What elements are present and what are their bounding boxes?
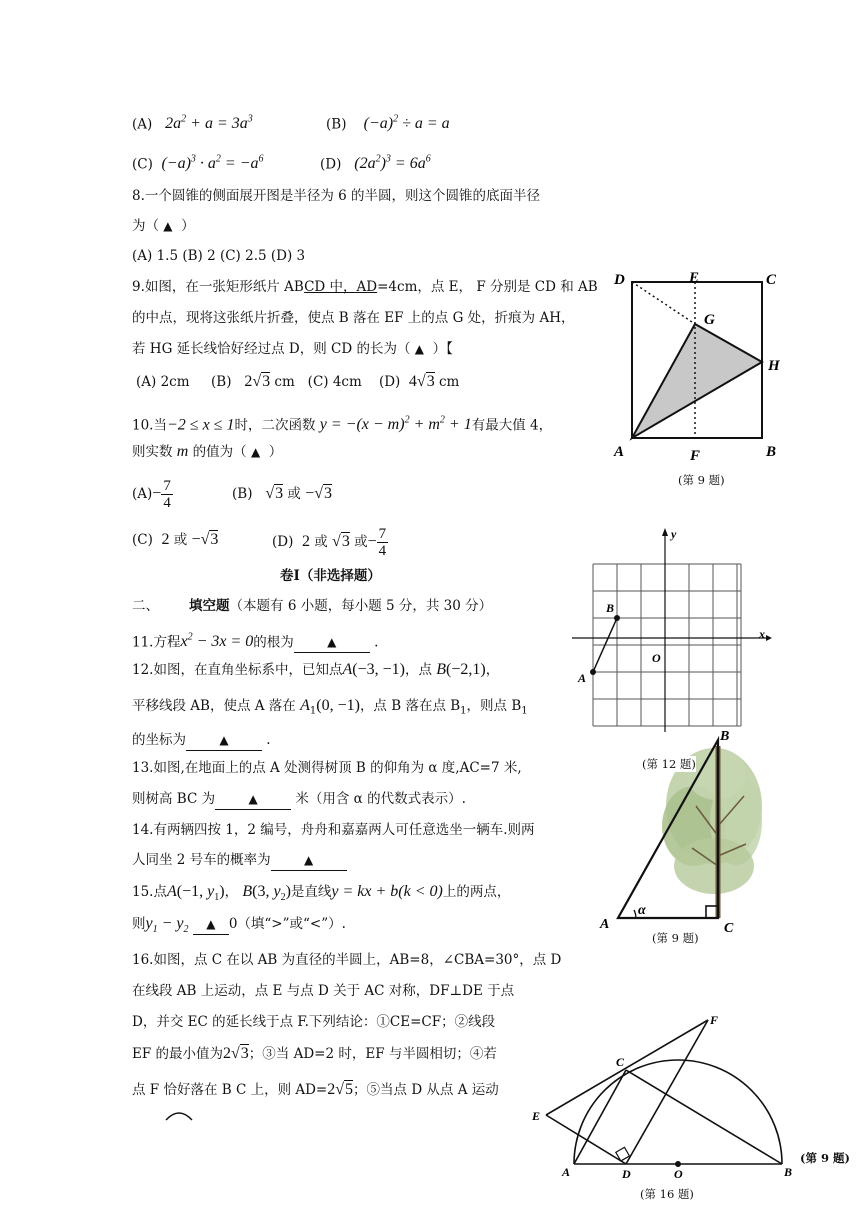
figure-q9-fold [606,262,796,472]
q16-line1: 16.如图，点 C 在以 AB 为直径的半圆上，AB=8，∠CBA=30°，点 D [132,952,562,968]
q14-line1: 14.有两辆四按 1，2 编号，舟舟和嘉嘉两人可任意选坐一辆车.则两 [132,822,535,838]
q14-line2: 人同坐 2 号车的概率为 ▲ [132,850,347,871]
label-b: B [606,601,615,615]
dg-line [632,282,695,324]
q7-option-c: (C) $(-a)^3 \cdot a^2 = -a^6$ [132,154,264,173]
q10-line2: 则实数 m 的值为（ ▲ ） [132,443,283,460]
q16-line3: D，并交 EC 的延长线于点 F.下列结论：①CE=CF；②线段 [132,1014,496,1030]
label-a: A [578,671,587,685]
label-e: E [532,1109,541,1123]
label-o: O [652,651,661,665]
line-df [626,1020,708,1164]
label-c: C [616,1055,625,1069]
semicircle-arc [574,1060,782,1164]
q13-line2: 则树高 BC 为 ▲ 米（用含 α 的代数式表示）. [132,789,466,810]
label-o: O [674,1167,683,1181]
answer-triangle: ▲ [163,219,173,233]
q12-line1: 12.如图，在直角坐标系中，已知点A(−3, −1)，点 B(−2,1)， [132,661,500,678]
q7-option-d: (D) $(2a^2)^3 = 6a^6$ [320,154,431,173]
label-a: A [562,1165,571,1179]
line-ef [546,1020,708,1115]
label-c: C [724,921,734,936]
q10-option-a: (A)− $\frac{7}{4}$ [132,478,171,511]
figure-q16-semicircle [528,1010,798,1186]
section-part-heading: 二、 填空题（本题有 6 小题，每小题 5 分，共 30 分） [132,598,493,614]
label-f: F [710,1013,719,1027]
label-d: D [622,1167,631,1181]
folded-triangle [632,324,762,438]
label-alpha: α [638,903,646,918]
label-x: x [759,627,765,641]
fig9-caption: (第 9 题) [678,473,725,487]
label-f: F [690,448,701,464]
q10-option-b: (B) √3 或 −√3 [232,485,333,502]
label-b: B [784,1165,793,1179]
arc-symbol [164,1108,194,1122]
label-y: y [671,527,677,541]
q15-line1: 15.点A(−1, $y_1$)， B(3, $y_2$)是直线y = kx + b(k < 0)上的两点， [132,883,511,904]
label-g: G [704,312,715,328]
label-e: E [689,270,700,286]
label-h: H [768,358,780,374]
q16-line5: 点 F 恰好落在 B C 上，则 AD=2√5；⑤当点 D 从点 A 运动 [132,1081,499,1098]
label-b: B [720,729,730,744]
q10-option-c: (C) 2 或 −√3 [132,531,219,548]
q8-line1: 8.一个圆锥的侧面展开图是半径为 6 的半圆，则这个圆锥的底面半径 [132,188,541,204]
label-c: C [766,272,777,288]
label-a: A [614,444,625,460]
section-title: 卷Ⅰ（非选择题） [280,568,381,584]
q9-line2: 的中点，现将这张纸片折叠，使点 B 落在 EF 上的点 G 处，折痕为 AH， [132,310,575,326]
q13-line1: 13.如图,在地面上的点 A 处测得树顶 B 的仰角为 α 度,AC=7 米, [132,760,522,776]
label-d: D [614,272,625,288]
label-a: A [600,917,610,932]
q9-options: (A) 2cm (B) 2√3 cm (C) 4cm (D) 4√3 cm [136,373,460,390]
q9-line1: 9.如图，在一张矩形纸片 ABCD 中，AD=4cm，点 E， F 分别是 CD 和 AB [132,279,598,295]
q10-line1: 10.当−2 ≤ x ≤ 1时，二次函数 $y = -(x - m)^2 + m^2 + 1$有最大值 4， [132,415,553,434]
q15-line2: 则$y_1 - y_2$ ▲ 0（填“>”或“<”）. [132,915,346,936]
fig16-side-caption: (第 9 题) [800,1151,850,1165]
label-b: B [766,444,777,460]
fig-tree-caption: (第 9 题) [652,931,699,945]
q16-line2: 在线段 AB 上运动，点 E 与点 D 关于 AC 对称，DF⊥DE 于点 [132,983,515,999]
q8-line2: 为（ ▲ ） [132,218,195,234]
q11: 11.方程$x^2 - 3x = 0$的根为 ▲ . [132,628,378,653]
figure-q12-grid [566,522,776,732]
q8-options: (A) 1.5 (B) 2 (C) 2.5 (D) 3 [132,248,306,264]
q7-option-b: (B) $(-a)^2 \div a = a$ [326,114,450,133]
q16-line4: EF 的最小值为2√3；③当 AD=2 时，EF 与半圆相切；④若 [132,1045,497,1062]
fig12-caption: (第 12 题) [642,757,696,771]
q7-option-a: (A) $2a^2 + a = 3a^3$ [132,114,253,133]
q12-line3: 的坐标为 ▲ . [132,730,271,751]
fig16-caption: (第 16 题) [640,1187,694,1201]
q12-line2: 平移线段 AB，使点 A 落在 $A_1(0$, −1)，点 B 落在点 $B_1$，则点 $B_1$ [132,697,528,717]
q10-option-d: (D) 2 或 √3 或− $\frac{7}{4}$ [272,526,387,559]
q9-line3: 若 HG 延长线恰好经过点 D，则 CD 的长为（ ▲ ）【 [132,341,453,357]
